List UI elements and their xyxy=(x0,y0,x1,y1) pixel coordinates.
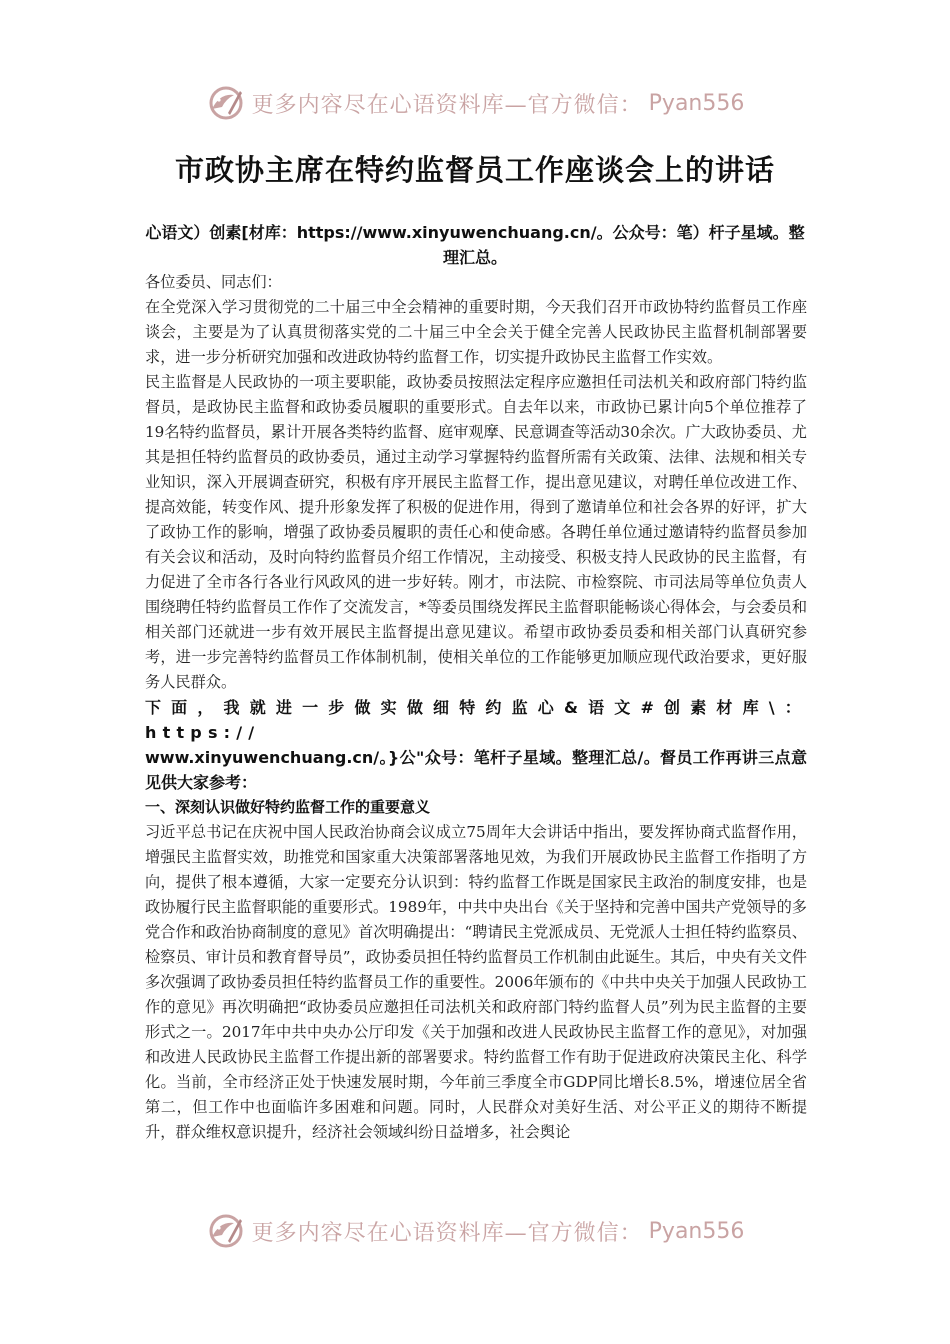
paragraph-transition-line2: www.xinyuwenchuang.cn/。}公"众号：笔杆子星域。整理汇总/。督员工作再讲三点意见供大家参考： xyxy=(145,748,807,792)
paragraph-significance: 习近平总书记在庆祝中国人民政治协商会议成立75周年大会讲话中指出，要发挥协商式监督作用，增强民主监督实效，助推党和国家重大决策部署落地见效，为我们开展政协民主监督工作指明了方向，提供了根本遵循，大家一定要充分认识到：特约监督工作既是国家民主政治的制度安排，也是政协履行民主监督职能的重要形式。1989年，中共中央出台《关于坚持和完善中国共产党领导的多党合作和政治协商制度的意见》首次明确提出：“聘请民主党派成员、无党派人士担任特约监察员、检察员、审计员和教育督导员”，政协委员担任特约监督员工作机制由此诞生。其后，中央有关文件多次强调了政协委员担任特约监督员工作的重要性。2006年颁布的《中共中央关于加强人民政协工作的意见》再次明确把“政协委员应邀担任司法机关和政府部门特约监督人员”列为民主监督的主要形式之一。2017年中共中央办公厅印发《关于加强和改进人民政协民主监督工作的意见》，对加强和改进人民政协民主监督工作提出新的部署要求。特约监督工作有助于促进政府决策民主化、科学化。当前，全市经济正处于快速发展时期，今年前三季度全市GDP同比增长8.5%，增速位居全省第二，但工作中也面临许多困难和问题。同时，人民群众对美好生活、对公平正义的期待不断提升，群众维权意识提升，经济社会领域纠纷日益增多，社会舆论 xyxy=(145,823,807,1141)
banner-text: 更多内容尽在心语资料库—官方微信： xyxy=(251,92,643,118)
page-title: 市政协主席在特约监督员工作座谈会上的讲话 xyxy=(174,153,775,187)
banner-wechat-id: Pyan556 xyxy=(648,1218,745,1244)
paragraph-intro: 在全党深入学习贯彻党的二十届三中全会精神的重要时期，今天我们召开市政协特约监督员工作座谈会，主要是为了认真贯彻落实党的二十届三中全会关于健全完善人民政协民主监督机制部署要求，进一步分析研究加强和改进政协特约监督工作，切实提升政协民主监督工作实效。 xyxy=(145,298,807,366)
fish-pen-logo-icon xyxy=(206,1211,246,1251)
top-banner xyxy=(0,80,950,126)
fish-pen-logo-icon xyxy=(206,83,246,123)
document-body xyxy=(145,270,807,1145)
banner-wechat-id: Pyan556 xyxy=(648,90,745,116)
paragraph-supervision: 民主监督是人民政协的一项主要职能，政协委员按照法定程序应邀担任司法机关和政府部门特约监督员，是政协民主监督和政协委员履职的重要形式。自去年以来，市政协已累计向5个单位推荐了19名特约监督员，累计开展各类特约监督、庭审观摩、民意调查等活动30余次。广大政协委员、尤其是担任特约监督员的政协委员，通过主动学习掌握特约监督所需有关政策、法律、法规和相关专业知识，深入开展调查研究，积极有序开展民主监督工作，提出意见建议，对聘任单位改进工作、提高效能，转变作风、提升形象发挥了积极的促进作用，得到了邀请单位和社会各界的好评，扩大了政协工作的影响，增强了政协委员履职的责任心和使命感。各聘任单位通过邀请特约监督员参加有关会议和活动，及时向特约监督员介绍工作情况，主动接受、积极支持人民政协的民主监督，有力促进了全市各行各业行风政风的进一步好转。刚才，市法院、市检察院、市司法局等单位负责人围绕聘任特约监督员工作作了交流发言，*等委员围绕发挥民主监督职能畅谈心得体会，与会委员和相关部门还就进一步有效开展民主监督提出意见建议。希望市政协委员委和相关部门认真研究参考，进一步完善特约监督员工作体制机制，使相关单位的工作能够更加顺应现代政治要求，更好服务人民群众。 xyxy=(145,373,807,691)
greeting: 各位委员、同志们： xyxy=(145,273,282,291)
banner-text: 更多内容尽在心语资料库—官方微信： xyxy=(251,1220,643,1246)
bottom-banner xyxy=(0,1208,950,1254)
section-heading-1: 一、深刻认识做好特约监督工作的重要意义 xyxy=(145,798,431,816)
paragraph-transition-line1: 下面，我就进一步做实做细特约监心&语文#创素材库\：https:// xyxy=(145,698,807,742)
subtitle: 心语文）创素[材库：https://www.xinyuwenchuang.cn/。公众号：笔）杆子星域。整理汇总。 xyxy=(145,223,805,267)
